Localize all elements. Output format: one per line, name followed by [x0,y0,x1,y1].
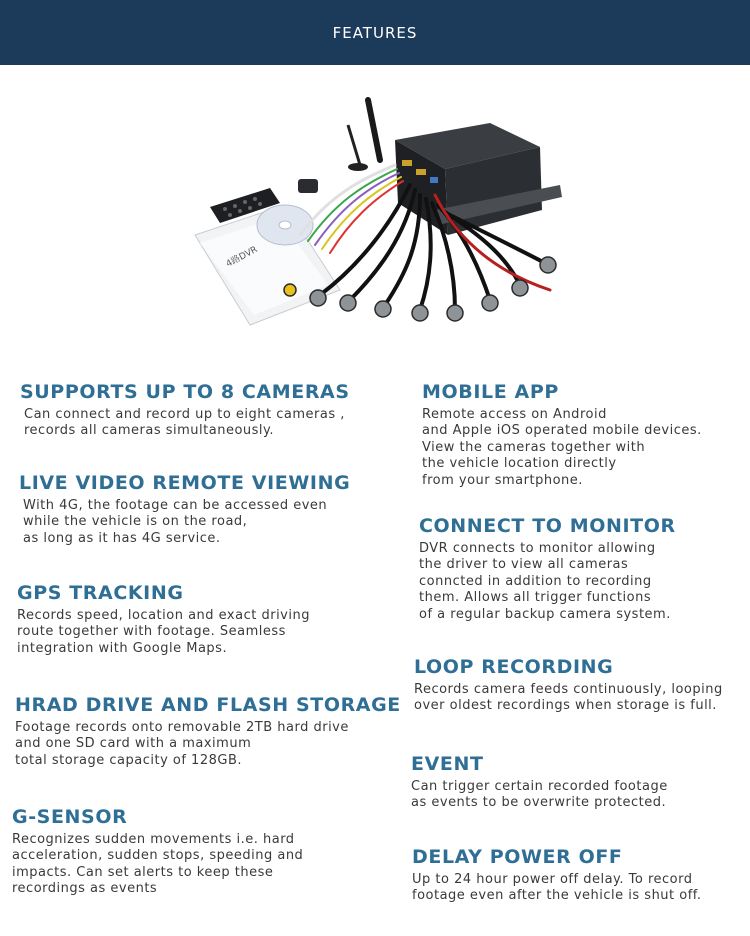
feature-gps-tracking [17,582,310,657]
feature-loop-recording [414,656,723,715]
feature-g-sensor [12,806,303,898]
feature-title: SUPPORTS UP TO 8 CAMERAS [20,381,350,403]
feature-hard-drive-storage [15,694,401,769]
dvr-product-image [190,85,568,330]
feature-mobile-app [422,381,702,489]
feature-title: DELAY POWER OFF [412,846,623,868]
feature-description: Recognizes sudden movements i.e. hard acceleration, sudden stops, speeding and impacts. Can set alerts to keep these recordings as events [12,832,304,897]
feature-description: Can trigger certain recorded footage as events to be overwrite protected. [411,779,668,811]
feature-title: EVENT [411,753,484,775]
feature-title: LOOP RECORDING [414,656,614,678]
feature-connect-to-monitor [419,515,676,623]
feature-live-remote-viewing [19,472,350,547]
feature-delay-power-off [412,846,702,905]
feature-title: HRAD DRIVE AND FLASH STORAGE [15,694,401,716]
features-banner [0,0,750,65]
feature-title: LIVE VIDEO REMOTE VIEWING [19,472,351,494]
feature-event [411,753,668,812]
gps-module-icon [298,179,318,193]
feature-title: CONNECT TO MONITOR [419,515,676,537]
feature-description: With 4G, the footage can be accessed even while the vehicle is on the road, as long as it has 4G service. [23,498,328,546]
feature-description: Records speed, location and exact driving route together with footage. Seamless integration with Google Maps. [17,608,310,656]
feature-title: G-SENSOR [12,806,128,828]
feature-description: Can connect and record up to eight cameras , records all cameras simultaneously. [24,407,345,439]
feature-title: GPS TRACKING [17,582,184,604]
feature-8-cameras [20,381,350,440]
feature-description: Footage records onto removable 2TB hard drive and one SD card with a maximum total storage capacity of 128GB. [15,720,349,768]
feature-description: Records camera feeds continuously, looping over oldest recordings when storage is full. [414,682,723,714]
feature-description: Up to 24 hour power off delay. To record footage even after the vehicle is shut off. [412,872,702,904]
feature-description: Remote access on Android and Apple iOS operated mobile devices. View the cameras together with the vehicle location directly from your smartphone. [422,407,702,488]
svg-text:4路DVR: 4路DVR [224,244,260,270]
feature-title: MOBILE APP [422,381,559,403]
feature-description: DVR connects to monitor allowing the driver to view all cameras conncted in addition to recording them. Allows all trigger functions of a regular backup camera system. [419,541,671,622]
banner-title: FEATURES [332,23,418,42]
cd-disc-icon [257,205,313,245]
